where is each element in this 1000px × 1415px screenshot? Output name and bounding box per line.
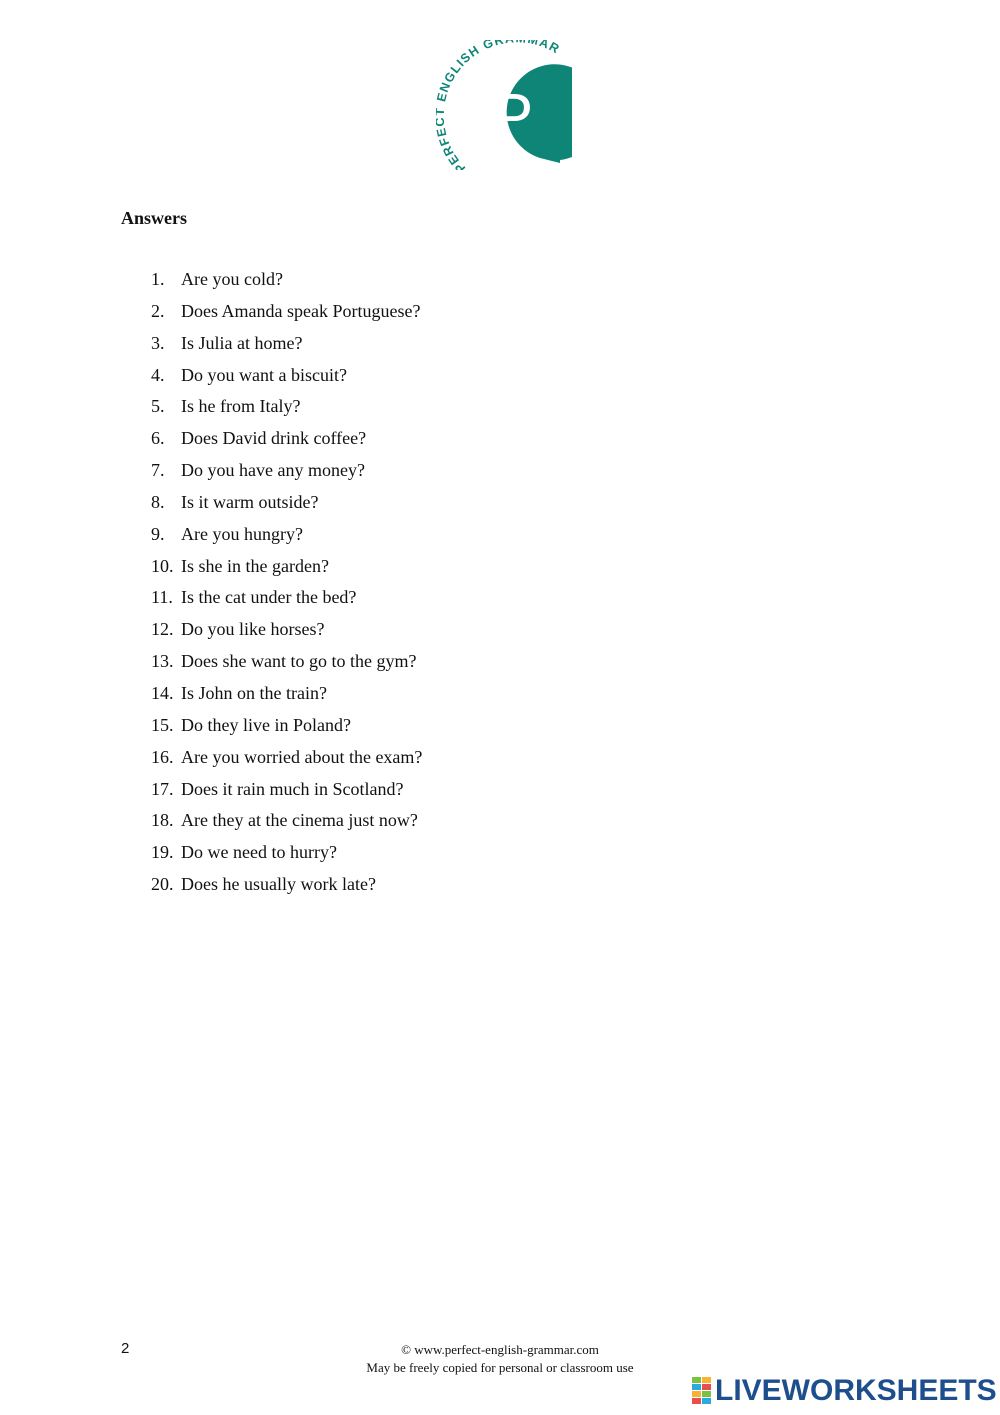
answer-text: Is the cat under the bed? xyxy=(181,587,357,608)
answer-text: Does Amanda speak Portuguese? xyxy=(181,300,421,321)
answer-text: Do you have any money? xyxy=(181,460,365,481)
liveworksheets-brand[interactable] xyxy=(692,1374,997,1408)
answer-number: 5. xyxy=(151,396,165,417)
answer-text: Is John on the train? xyxy=(181,682,327,703)
footer-copyright: © www.perfect-english-grammar.com xyxy=(401,1342,599,1357)
perfect-english-grammar-logo xyxy=(436,40,572,170)
answer-number: 3. xyxy=(151,332,165,353)
answer-number: 6. xyxy=(151,428,165,449)
footer xyxy=(300,1341,700,1377)
answer-number: 10. xyxy=(151,555,174,576)
answer-number: 9. xyxy=(151,523,165,544)
answer-text: Are you hungry? xyxy=(181,523,303,544)
answer-text: Do you like horses? xyxy=(181,619,325,640)
logo-letter: P xyxy=(490,80,534,152)
answer-number: 14. xyxy=(151,682,174,703)
answer-number: 4. xyxy=(151,364,165,385)
logo-mark xyxy=(436,40,572,170)
answer-number: 16. xyxy=(151,746,174,767)
answer-text: Do you want a biscuit? xyxy=(181,364,347,385)
page-heading: Answers xyxy=(121,208,187,228)
answer-text: Are they at the cinema just now? xyxy=(181,810,418,831)
answer-number: 13. xyxy=(151,651,174,672)
answer-text: Is it warm outside? xyxy=(181,491,319,512)
answer-number: 11. xyxy=(151,587,173,608)
answer-number: 12. xyxy=(151,619,174,640)
liveworksheets-wordmark: LIVEWORKSHEETS xyxy=(715,1374,997,1407)
answer-text: Do we need to hurry? xyxy=(181,842,337,863)
answer-number: 17. xyxy=(151,778,174,799)
answer-number: 8. xyxy=(151,491,165,512)
logo-arc-text: PERF NGLISH GR MAR xyxy=(436,40,563,170)
footer-license: May be freely copied for personal or classroom use xyxy=(366,1360,634,1375)
answer-text: Are you cold? xyxy=(181,269,283,289)
answer-number: 18. xyxy=(151,810,174,831)
answer-text: Does he usually work late? xyxy=(181,874,376,895)
answer-number: 2. xyxy=(151,300,165,321)
answer-number: 20. xyxy=(151,874,174,895)
answer-number: 19. xyxy=(151,842,174,863)
answer-number: 15. xyxy=(151,714,174,735)
answer-text: Does she want to go to the gym? xyxy=(181,651,417,672)
answer-text: Is she in the garden? xyxy=(181,555,329,576)
answer-number: 7. xyxy=(151,460,165,481)
page-number: 2 xyxy=(121,1340,130,1357)
liveworksheets-logo-icon xyxy=(692,1377,712,1405)
answer-text: Are you worried about the exam? xyxy=(181,746,423,767)
answer-text: Does David drink coffee? xyxy=(181,428,367,449)
answer-text: Do they live in Poland? xyxy=(181,714,351,735)
answer-number: 1. xyxy=(151,269,165,289)
answer-text: Does it rain much in Scotland? xyxy=(181,778,404,799)
answer-text: Is he from Italy? xyxy=(181,396,301,417)
answer-text: Is Julia at home? xyxy=(181,332,303,353)
